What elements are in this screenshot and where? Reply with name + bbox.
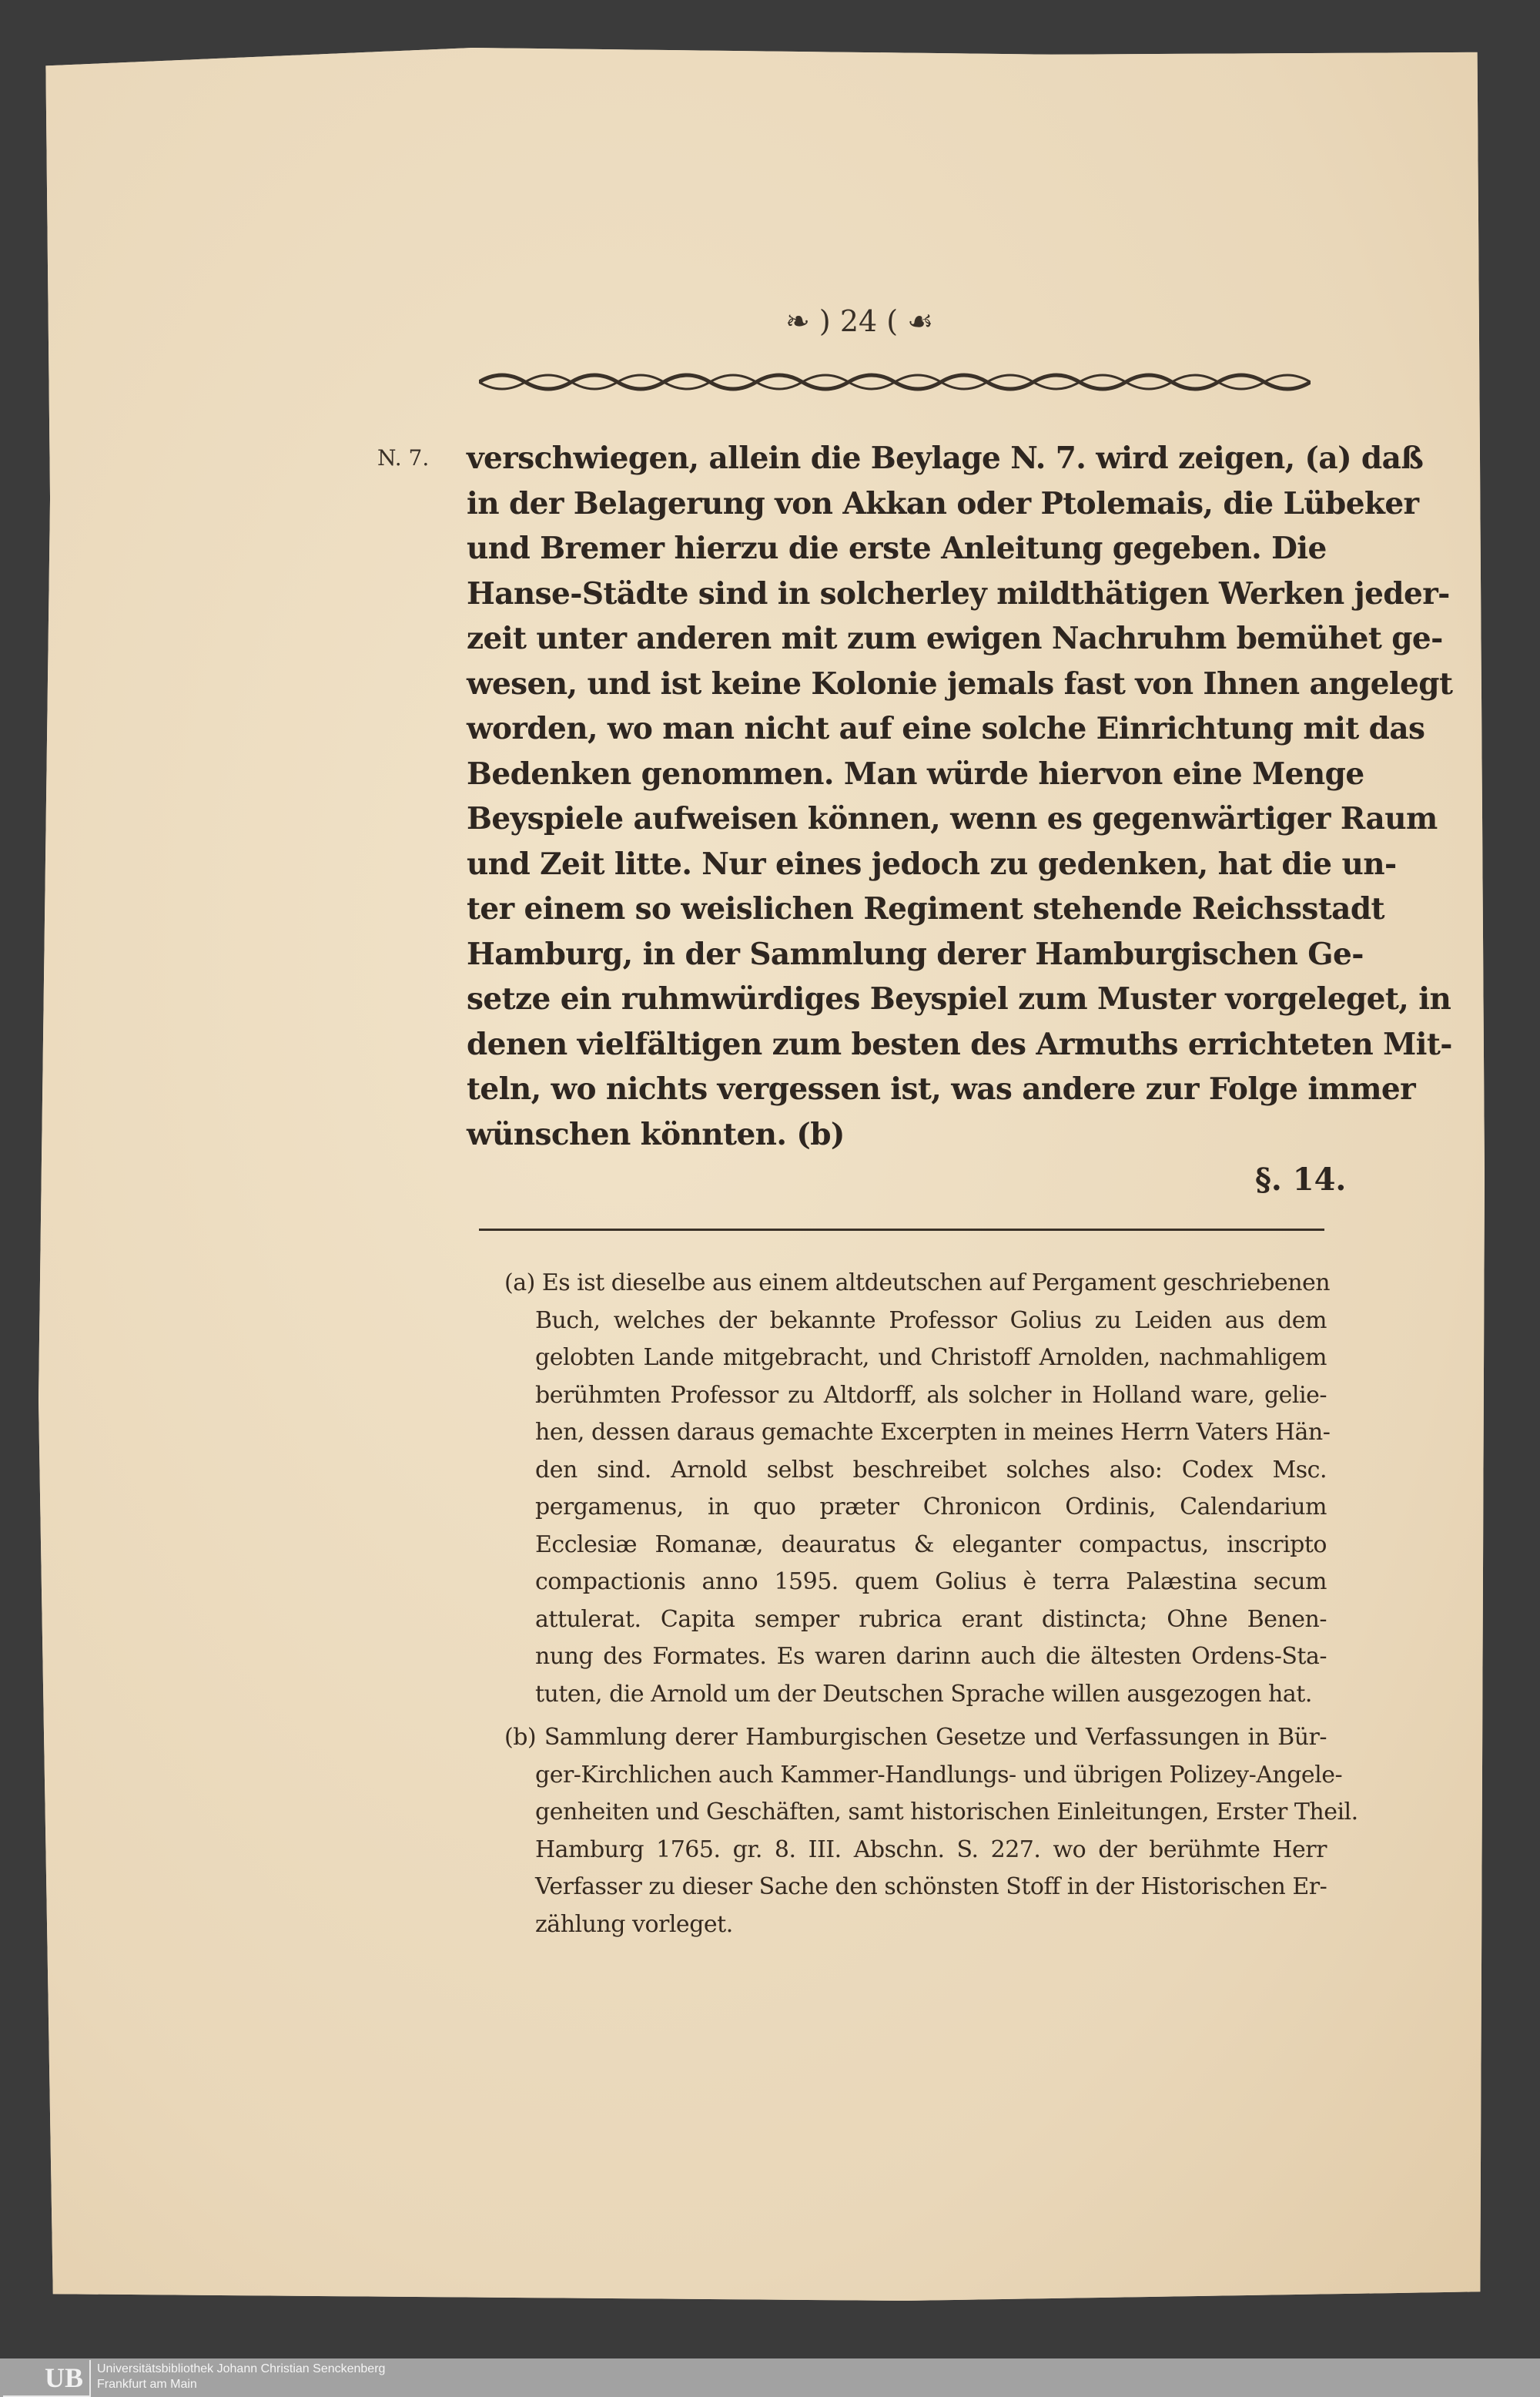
footnote-line: Verfasser zu dieser Sache den schönsten Stoff in der Historischen Er- <box>535 1873 1327 1900</box>
text-line: verschwiegen, allein die Beylage N. 7. wird zeigen, (a) daß <box>467 441 1424 476</box>
footnote-line: pergamenus, in quo præter Chronicon Ordinis, Calendarium <box>535 1494 1327 1520</box>
main-text <box>467 436 1453 1157</box>
footnote-line: nung des Formates. Es waren darinn auch die ältesten Ordens-Sta- <box>535 1643 1327 1670</box>
footnote-line: Ecclesiæ Romanæ, deauratus & eleganter compactus, inscripto <box>535 1530 1327 1558</box>
text-line: Hamburg, in der Sammlung derer Hamburgischen Ge- <box>467 936 1364 972</box>
footnote-line: genheiten und Geschäften, samt historischen Einleitungen, Erster Theil. <box>535 1799 1358 1825</box>
footnote-line: den sind. Arnold selbst beschreibet solches also: Codex Msc. <box>535 1456 1327 1483</box>
library-footer <box>0 2358 1540 2397</box>
footnote-line: Hamburg 1765. gr. 8. III. Abschn. S. 227. wo der berühmte Herr <box>535 1835 1327 1863</box>
footnote-line: ger-Kirchlichen auch Kammer-Handlungs- und übrigen Polizey-Angele- <box>535 1761 1343 1789</box>
page-header: ❧ ) 24 ( ☙ <box>785 304 934 338</box>
text-line: ter einem so weislichen Regiment stehende Reichsstadt <box>467 891 1384 927</box>
footnote-line: tuten, die Arnold um der Deutschen Sprache willen ausgezogen hat. <box>535 1680 1312 1708</box>
footnote-line: compactionis anno 1595. quem Golius è terra Palæstina secum <box>535 1568 1327 1595</box>
footnote-divider <box>479 1229 1324 1231</box>
margin-note: N. 7. <box>377 445 430 471</box>
footnote-line: Buch, welches der bekannte Professor Golius zu Leiden aus dem <box>535 1306 1327 1334</box>
footnote-line: berühmten Professor zu Altdorff, als solcher in Holland ware, gelie- <box>535 1381 1327 1409</box>
text-line: worden, wo man nicht auf eine solche Einrichtung mit das <box>467 711 1425 746</box>
footnote-line: attulerat. Capita semper rubrica erant distincta; Ohne Benen- <box>535 1605 1327 1633</box>
footnote-line: hen, dessen daraus gemachte Excerpten in meines Herrn Vaters Hän- <box>535 1419 1331 1446</box>
footnote-line: zählung vorleget. <box>535 1910 733 1938</box>
library-name-line2: Frankfurt am Main <box>97 2378 197 2391</box>
text-line: wünschen könnten. (b) <box>467 1116 845 1152</box>
ornament-border <box>479 368 1311 396</box>
library-logo <box>3 2360 91 2397</box>
footnote-b <box>504 1719 1358 1943</box>
logo-text: UB <box>44 2362 83 2393</box>
footnote-line: (a) Es ist dieselbe aus einem altdeutschen auf Pergament geschriebenen <box>504 1269 1331 1296</box>
library-name <box>97 2362 385 2392</box>
library-name-line1: Universitätsbibliothek Johann Christian Senckenberg <box>97 2362 386 2375</box>
text-line: und Bremer hierzu die erste Anleitung gegeben. Die <box>467 531 1327 566</box>
text-line: Bedenken genommen. Man würde hiervon eine Menge <box>467 756 1364 792</box>
text-line: teln, wo nichts vergessen ist, was andere zur Folge immer <box>467 1071 1416 1107</box>
text-line: Hanse-Städte sind in solcherley mildthätigen Werken jeder- <box>467 575 1450 612</box>
text-line: in der Belagerung von Akkan oder Ptolemais, die Lübeker <box>467 485 1419 521</box>
text-line: und Zeit litte. Nur eines jedoch zu gedenken, hat die un- <box>467 846 1397 882</box>
text-line: setze ein ruhmwürdiges Beyspiel zum Muster vorgeleget, in <box>467 981 1451 1017</box>
footnote-a <box>504 1265 1331 1713</box>
text-line: wesen, und ist keine Kolonie jemals fast von Ihnen angelegt <box>467 665 1453 702</box>
footnote-line: gelobten Lande mitgebracht, und Christoff Arnolden, nachmahligem <box>535 1344 1327 1371</box>
section-mark: §. 14. <box>1255 1162 1347 1198</box>
text-line: denen vielfältigen zum besten des Armuths errichteten Mit- <box>467 1026 1452 1062</box>
text-line: Beyspiele aufweisen können, wenn es gegenwärtiger Raum <box>467 801 1438 836</box>
text-line: zeit unter anderen mit zum ewigen Nachruhm bemühet ge- <box>467 621 1443 656</box>
footnote-line: (b) Sammlung derer Hamburgischen Gesetze und Verfassungen in Bür- <box>504 1724 1327 1751</box>
